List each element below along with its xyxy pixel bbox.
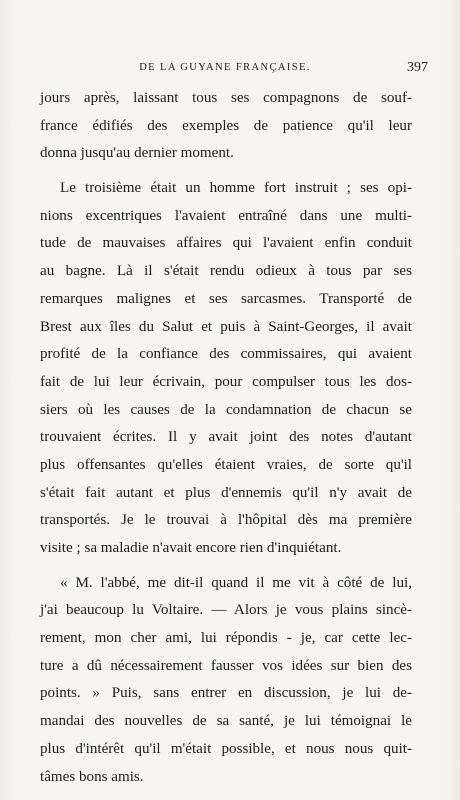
text-line: plus d'intérêt qu'il m'était possible, et nous nous quit- [40,740,412,757]
text-line: plus offensantes qu'elles étaient vraies, de sorte qu'il [40,456,412,473]
text-line: mandai des nouvelles de sa santé, je lui témoignai le [40,713,412,730]
page-number: 397 [407,60,428,75]
text-line: siers où les causes de la condamnation de chacun se [40,401,412,418]
text-line: nions excentriques l'avaient entraîné dans une multi- [40,207,412,224]
text-line: donna jusqu'au dernier moment. [40,145,234,162]
text-line: tude de mauvaises affaires qui l'avaient enfin conduit [40,235,412,252]
text-line: fait de lui leur écrivain, pour compulser tous les dos- [40,373,412,390]
text-line: j'ai beaucoup lu Voltaire. — Alors je vous plains sincè- [40,602,412,619]
text-line: jours après, laissant tous ses compagnons de souf- [40,90,412,106]
text-line: trouvaient écrites. Il y avait joint des notes d'autant [40,429,412,446]
text-line: transportés. Je le trouvai à l'hôpital dès ma première [40,512,412,529]
text-line: ture a dû nécessairement fausser vos idées sur bien des [40,657,412,674]
paragraph-3 [40,570,412,792]
text-line: remarques malignes et ses sarcasmes. Transporté de [40,290,412,307]
text-line: profité de la confiance des commissaires, qui avaient [40,346,412,363]
text-line: s'était fait autant et plus d'ennemis qu'il n'y avait de [40,484,412,501]
text-line: tâmes bons amis. [40,768,144,785]
paragraph-1 [40,85,412,168]
paragraph-2 [40,175,412,563]
text-line: points. » Puis, sans entrer en discussion, je lui de- [40,685,412,702]
running-head [40,58,428,78]
text-line: Brest aux îles du Salut et puis à Saint-Georges, il avait [40,318,412,335]
text-line: au bagne. Là il s'était rendu odieux à tous par ses [40,263,412,280]
text-line: « M. l'abbé, me dit-il quand il me vit à côté de lui, [60,574,412,591]
text-line: visite ; sa maladie n'avait encore rien d'inquiétant. [40,540,342,556]
text-line: rement, mon cher ami, lui répondis - je, car cette lec- [40,630,412,647]
text-line: Le troisième était un homme fort instruit ; ses opi- [60,180,412,197]
text-line: france édifiés des exemples de patience qu'il leur [40,117,412,134]
running-title: DE LA GUYANE FRANÇAISE. [139,62,311,73]
body-text [40,85,412,791]
